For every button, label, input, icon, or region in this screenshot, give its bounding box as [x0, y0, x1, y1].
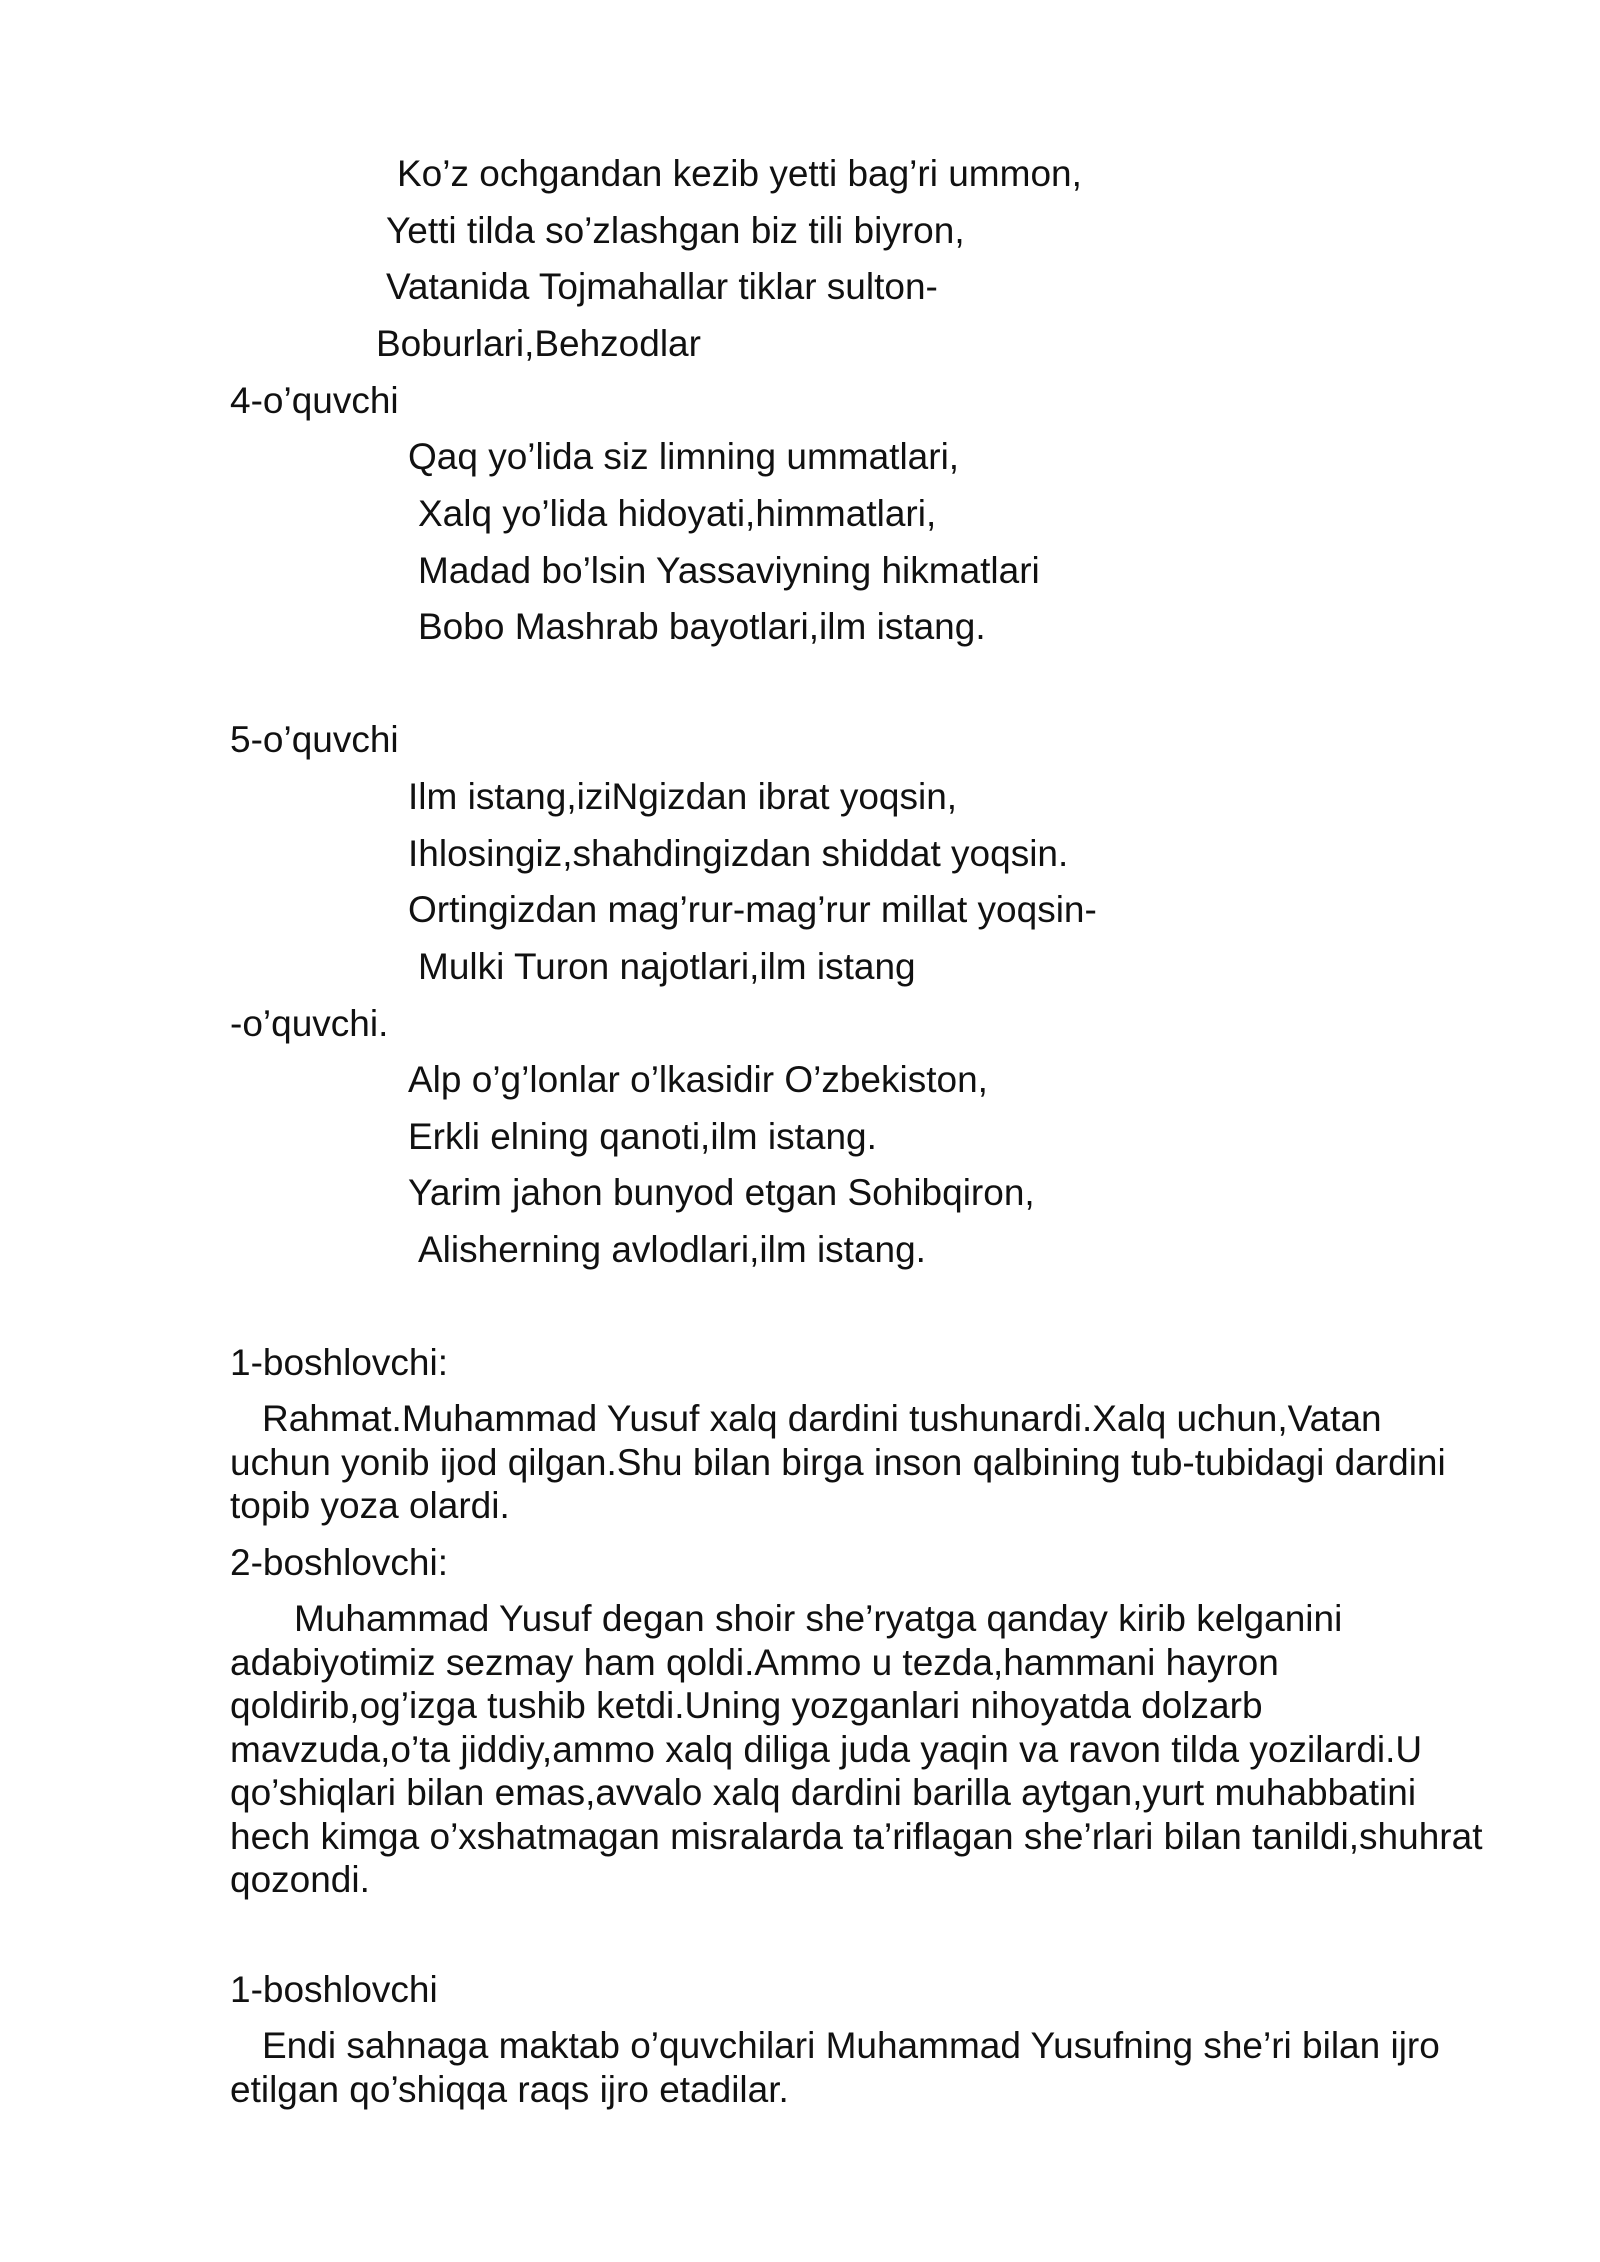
verse-line: Madad bo’lsin Yassaviyning hikmatlari [418, 550, 1040, 591]
verse-line: Ihlosingiz,shahdingizdan shiddat yoqsin. [408, 833, 1069, 874]
host-paragraph: Endi sahnaga maktab o’quvchilari Muhammad Yusufning she’ri bilan ijro etilgan qo’shiqqa raqs ijro etadilar. [230, 2025, 1440, 2110]
verse-line: Vatanida Tojmahallar tiklar sulton- [386, 266, 938, 307]
verse-line: Alisherning avlodlari,ilm istang. [418, 1229, 926, 1270]
verse-line: Erkli elning qanoti,ilm istang. [408, 1116, 877, 1157]
verse-line: Yarim jahon bunyod etgan Sohibqiron, [408, 1172, 1035, 1213]
host-paragraph: Muhammad Yusuf degan shoir she’ryatga qanday kirib kelganini adabiyotimiz sezmay ham qoldi.Ammo u tezda,hammani hayron qoldirib,og’izga tushib ketdi.Uning yozganlari nihoyatda dolzarb mavzuda,o’ta jiddiy,ammo xalq diliga juda yaqin va ravon tilda yozilardi.U qo’shiqlari bilan emas,avvalo xalq dardini barilla aytgan,yurt muhabbatini hech kimga o’xshatmagan misralarda ta’riflagan she’rlari bilan tanildi,shuhrat qozondi. [230, 1598, 1483, 1900]
verse-line: Yetti tilda so’zlashgan biz tili biyron, [386, 210, 965, 251]
speaker-label: 4-o’quvchi [230, 380, 399, 421]
verse-line: Alp o’g’lonlar o’lkasidir O’zbekiston, [408, 1059, 988, 1100]
speaker-label: -o’quvchi. [230, 1003, 389, 1044]
verse-line: Xalq yo’lida hidoyati,himmatlari, [418, 493, 937, 534]
verse-line: Ilm istang,iziNgizdan ibrat yoqsin, [408, 776, 958, 817]
speaker-label: 1-boshlovchi [230, 1969, 438, 2010]
verse-line: Mulki Turon najotlari,ilm istang [418, 946, 916, 987]
speaker-label: 1-boshlovchi: [230, 1342, 449, 1383]
speaker-label: 2-boshlovchi: [230, 1542, 449, 1583]
verse-line: Ortingizdan mag’rur-mag’rur millat yoqsin- [408, 889, 1097, 930]
speaker-label: 5-o’quvchi [230, 719, 399, 760]
verse-line: Qaq yo’lida siz limning ummatlari, [408, 436, 960, 477]
verse-line: Bobo Mashrab bayotlari,ilm istang. [418, 606, 986, 647]
host-paragraph: Rahmat.Muhammad Yusuf xalq dardini tushunardi.Xalq uchun,Vatan uchun yonib ijod qilgan.Shu bilan birga inson qalbining tub-tubidagi dardini topib yoza olardi. [230, 1398, 1446, 1526]
verse-line: Ko’z ochgandan kezib yetti bag’ri ummon, [397, 153, 1082, 194]
verse-line: Boburlari,Behzodlar [376, 323, 701, 364]
